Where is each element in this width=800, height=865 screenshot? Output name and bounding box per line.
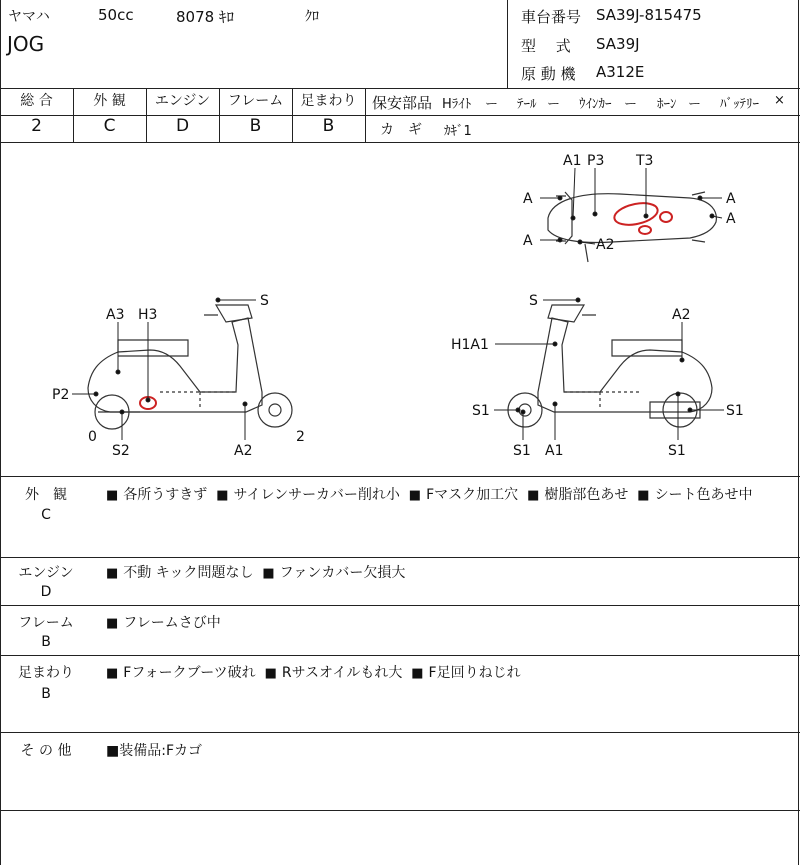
label-top-a-left1: A [523, 191, 533, 207]
section-items-suspension: ■ Fフォークブーツ破れ ■ Rサスオイルもれ大 ■ F足回りねじれ [106, 665, 521, 681]
label-right-s: S [529, 293, 538, 309]
label-top-a-right1: A [726, 191, 736, 207]
grade-label-exterior: 外 観 [93, 93, 126, 109]
label-right-s1-a: S1 [472, 403, 490, 419]
safety-mark-headlight: ー [485, 97, 499, 112]
section-grade-frame: B [41, 634, 51, 650]
label-left-p2: P2 [52, 387, 70, 403]
grade-label-engine: エンジン [154, 93, 211, 109]
safety-label: 保安部品 [372, 94, 433, 112]
safety-item-battery: ﾊﾞｯﾃﾘｰ [720, 97, 759, 112]
label-top-p3: P3 [587, 153, 605, 169]
grade-value-frame: B [249, 116, 262, 136]
section-items-engine: ■ 不動 キック問題なし ■ ファンカバー欠損大 [106, 565, 406, 581]
damage-diagram [0, 143, 800, 476]
label-right-s1-d: S1 [668, 443, 686, 459]
label-right-h1a1: H1A1 [451, 337, 489, 353]
left-view-body [88, 318, 262, 412]
label-top-a1: A1 [563, 153, 582, 169]
safety-mark-tail: ー [547, 97, 561, 112]
section-items-other: ■装備品:Fカゴ [106, 743, 202, 759]
mileage: 8078 ｷﾛ [176, 8, 234, 26]
label-right-s1-c: S1 [726, 403, 744, 419]
label-right-a2: A2 [672, 307, 691, 323]
label-right-s1-b: S1 [513, 443, 531, 459]
section-label-suspension: 足まわり [18, 665, 74, 681]
label-left-h3: H3 [138, 307, 158, 323]
grade-value-exterior: C [103, 116, 116, 136]
type-label: 型 式 [521, 37, 571, 55]
damage-seat-top [612, 200, 659, 229]
section-items-frame: ■ フレームさび中 [106, 615, 221, 631]
section-label-exterior: 外 観 [25, 487, 67, 503]
safety-mark-horn: ー [688, 97, 702, 112]
safety-item-headlight: Hﾗｲﾄ [442, 97, 472, 112]
label-right-a1: A1 [545, 443, 564, 459]
grade-value-suspension: B [322, 116, 335, 136]
label-top-a-left2: A [523, 233, 533, 249]
label-left-s2: S2 [112, 443, 130, 459]
right-view-body [538, 318, 712, 412]
damage-seat-small [639, 226, 651, 234]
label-left-two: 2 [296, 429, 305, 445]
label-top-a-right2: A [726, 211, 736, 227]
model-name: JOG [7, 32, 45, 56]
displacement: 50cc [98, 6, 134, 24]
safety-mark-winker: ー [624, 97, 638, 112]
safety-item-horn: ﾎｰﾝ [657, 97, 677, 112]
left-front-wheel [258, 393, 292, 427]
label-left-zero: 0 [88, 429, 97, 445]
safety-mark-battery: × [774, 93, 785, 108]
section-grade-suspension: B [41, 686, 51, 702]
label-left-s: S [260, 293, 269, 309]
label-top-a2: A2 [596, 237, 615, 253]
color: ｸﾛ [305, 9, 319, 25]
label-left-a3: A3 [106, 307, 125, 323]
safety-item-winker: ｳｲﾝｶｰ [579, 97, 612, 112]
type-value: SA39J [596, 35, 640, 53]
chassis-value: SA39J-815475 [596, 6, 702, 24]
grade-label-frame: フレーム [227, 93, 284, 109]
grade-value-overall: 2 [31, 116, 42, 136]
key-value: ｶｷﾞ1 [444, 124, 472, 139]
maker: ヤマハ [8, 9, 50, 25]
grade-label-suspension: 足まわり [300, 93, 357, 109]
chassis-label: 車台番号 [521, 8, 582, 26]
section-label-other: そ の 他 [20, 743, 72, 759]
safety-item-tail: ﾃｰﾙ [517, 97, 537, 112]
section-grade-engine: D [40, 584, 52, 600]
section-label-engine: エンジン [18, 565, 74, 581]
grade-value-engine: D [175, 116, 190, 136]
key-label: カ ギ [380, 122, 422, 138]
section-label-frame: フレーム [18, 615, 74, 631]
label-top-t3: T3 [636, 153, 654, 169]
section-grade-exterior: C [41, 507, 51, 523]
grade-label-overall: 総 合 [20, 93, 53, 109]
engine-value: A312E [596, 63, 645, 81]
engine-label: 原 動 機 [521, 65, 576, 83]
damage-tail-small [660, 212, 672, 222]
label-left-a2: A2 [234, 443, 253, 459]
section-items-exterior: ■ 各所うすきず ■ サイレンサーカバー削れ小 ■ Fマスク加工穴 ■ 樹脂部色あせ ■ シート色あせ中 [106, 487, 753, 503]
